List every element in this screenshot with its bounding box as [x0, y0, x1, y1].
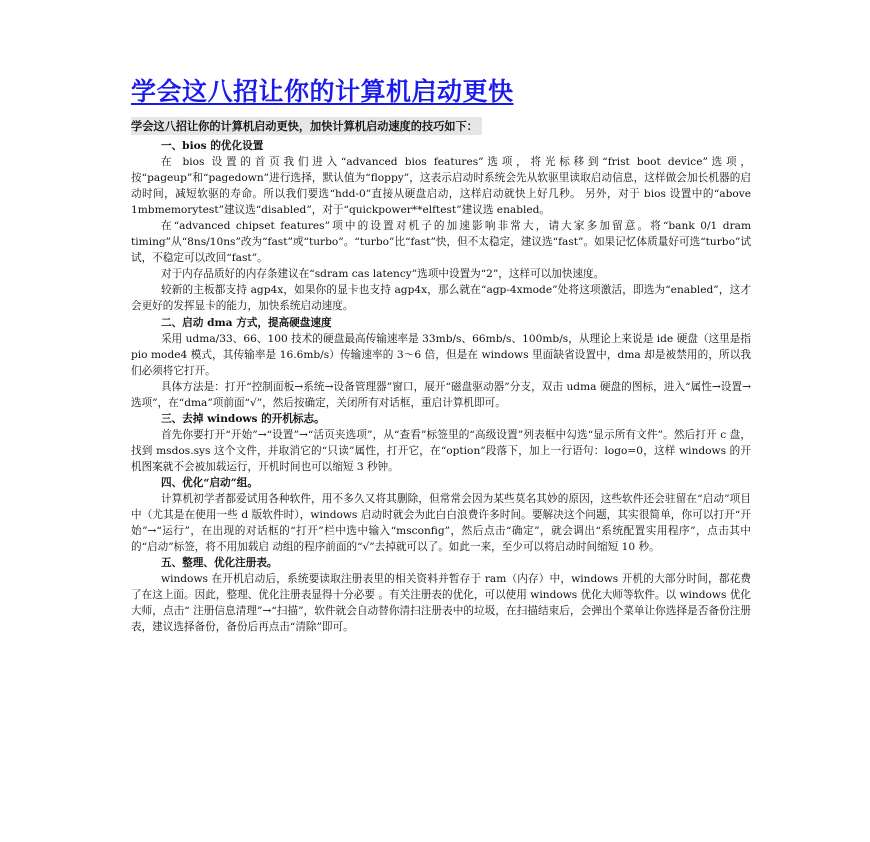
article-body — [131, 138, 751, 635]
paragraph: 首先你要打开“开始”→“设置”→“活页夹选项”，从“查看”标签里的“高级设置”列表框中勾选“显示所有文件”。然后打开 c 盘，找到 msdos.sys 这个文件，并取消它的“只读”属性，打开它，在“option”段落下，加上一行语句：logo=0，这样 windows 的开机图案就不会被加载运行，开机时间也可以缩短 3 秒钟。 — [131, 428, 751, 473]
paragraph: 计算机初学者都爱试用各种软件，用不多久又将其删除，但常常会因为某些莫名其妙的原因，这些软件还会驻留在“启动”项目中（尤其是在使用一些 d 版软件时），windows 启动时就会为此白白浪费许多时间。要解决这个问题，其实很简单，你可以打开“开始”→“运行”，在出现的对话框的“打开”栏中选中输入“msconfig”，然后点击“确定”，就会调出“系统配置实用程序”，点击其中的“启动”标签，将不用加载启 动组的程序前面的“√”去掉就可以了。如此一来，至少可以将启动时间缩短 10 秒。 — [131, 493, 751, 554]
paragraph: 在“advanced chipset features”项中的设置对机子的加速影响非常大，请大家多加留意。将“bank 0/1 dram timing”从“8ns/10ns”改为“fast”或“turbo”。“turbo”比“fast”快，但不太稳定，建议选“fast”。如果记忆体质量好可选“turbo”试试，不稳定可以改回“fast”。 — [131, 220, 751, 265]
paragraph: 具体方法是：打开“控制面板→系统→设备管理器”窗口，展开“磁盘驱动器”分支，双击 udma 硬盘的图标，进入“属性→设置→选项”，在“dma”项前面“√”，然后按确定，关闭所有对话框，重启计算机即可。 — [131, 380, 751, 409]
paragraph: 对于内存品质好的内存条建议在“sdram cas latency”选项中设置为“2”，这样可以加快速度。 — [161, 268, 605, 281]
section-heading: 四、优化“启动”组。 — [161, 476, 258, 489]
page-title-link[interactable]: 学会这八招让你的计算机启动更快 — [131, 77, 514, 106]
paragraph: windows 在开机启动后，系统要读取注册表里的相关资料并暂存于 ram（内存）中，windows 开机的大部分时间，都花费了在这上面。因此，整理、优化注册表显得十分必要 。有关注册表的优化，可以使用 windows 优化大师等软件。以 windows 优化大师，点击“ 注册信息清理”→“扫描”，软件就会自动替你清扫注册表中的垃圾，在扫描结束后，会弹出个菜单让你选择是否备份注册表，建议选择备份，备份后再点击“清除”即可。 — [131, 573, 751, 634]
section-heading: 二、启动 dma 方式，提高硬盘速度 — [161, 316, 332, 329]
subtitle-highlight: 学会这八招让你的计算机启动更快，加快计算机启动速度的技巧如下： — [131, 117, 482, 135]
paragraph: 在 bios 设置的首页我们进入“advanced bios features”选项，将光标移到“frist boot device”选项，按“pageup”和“pagedown”进行选择，默认值为“floppy”，这表示启动时系统会先从软驱里读取启动信息，这样做会加长机器的启动时间，减短软驱的寿命。所以我们要选“hdd-0”直接从硬盘启动，这样启动就快上好几秒。 另外，对于 bios 设置中的“above 1mbmemorytest”建议选“disabled”，对于“quickpower**elftest”建议选 enabled。 — [131, 156, 751, 217]
section-heading: 一、bios 的优化设置 — [161, 140, 264, 152]
paragraph: 采用 udma/33、66、100 技术的硬盘最高传输速率是 33mb/s、66mb/s、100mb/s，从理论上来说是 ide 硬盘（这里是指 pio mode4 模式，其传输率是 16.6mb/s）传输速率的 3～6 倍，但是在 windows 里面缺省设置中，dma 却是被禁用的，所以我们必须将它打开。 — [131, 332, 751, 377]
paragraph: 较新的主板都支持 agp4x，如果你的显卡也支持 agp4x，那么就在“agp-4xmode”处将这项激活，即选为“enabled”，这才会更好的发挥显卡的能力，加快系统启动速度。 — [131, 284, 751, 313]
section-heading: 五、整理、优化注册表。 — [161, 557, 278, 570]
section-heading: 三、去掉 windows 的开机标志。 — [161, 412, 325, 425]
